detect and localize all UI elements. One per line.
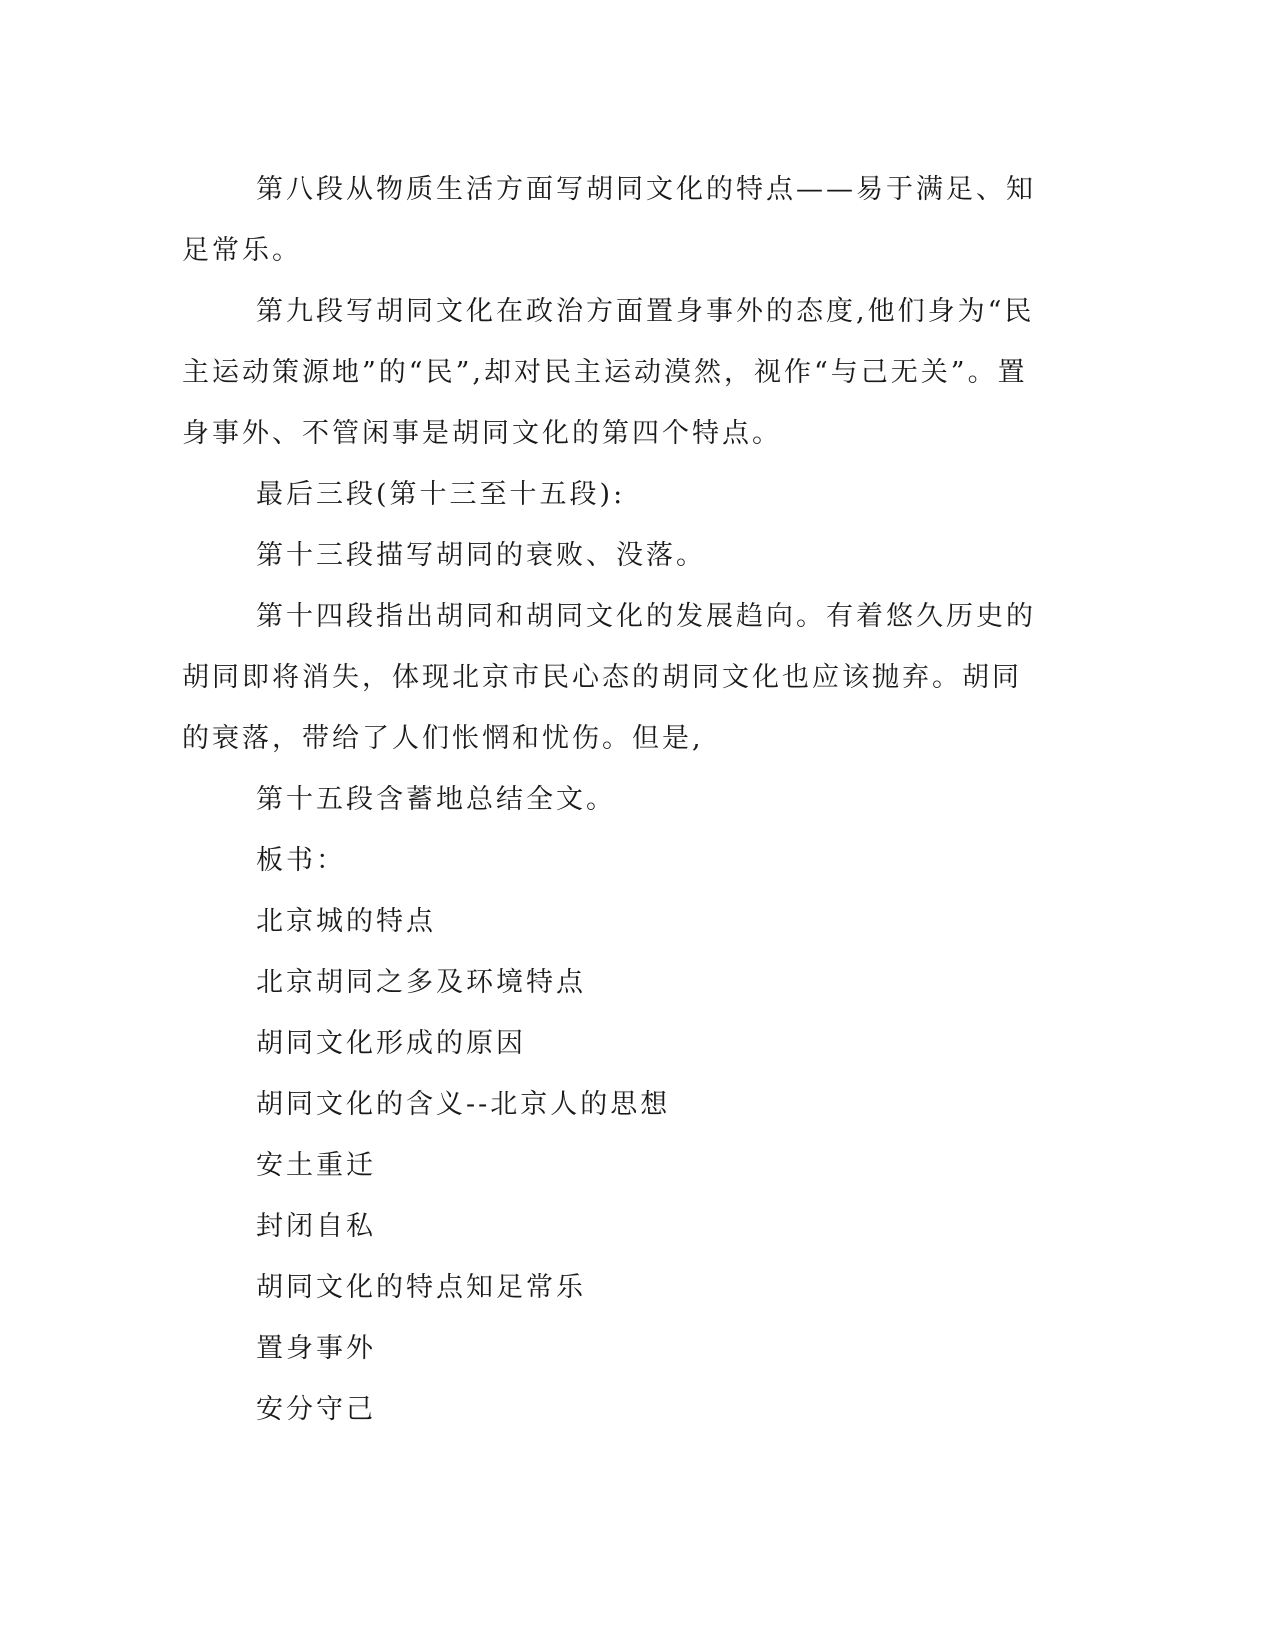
blackboard-item: 安分守己 bbox=[256, 1394, 376, 1425]
blackboard-item: 胡同文化形成的原因 bbox=[256, 1028, 526, 1059]
blackboard-item: 北京胡同之多及环境特点 bbox=[256, 967, 586, 998]
blackboard-heading: 板书： bbox=[256, 845, 346, 876]
paragraph-13th-section: 第十三段描写胡同的衰败、没落。 bbox=[256, 540, 706, 571]
blackboard-item: 封闭自私 bbox=[256, 1211, 376, 1242]
paragraph-last-three-heading: 最后三段(第十三至十五段): bbox=[256, 479, 626, 510]
document-body bbox=[182, 159, 1044, 1440]
blackboard-item: 北京城的特点 bbox=[256, 906, 436, 937]
paragraph-15th-section: 第十五段含蓄地总结全文。 bbox=[256, 784, 616, 815]
blackboard-item: 置身事外 bbox=[256, 1333, 376, 1364]
blackboard-item: 胡同文化的含义--北京人的思想 bbox=[256, 1089, 671, 1120]
blackboard-item: 安土重迁 bbox=[256, 1150, 376, 1181]
paragraph-14th-section: 第十四段指出胡同和胡同文化的发展趋向。有着悠久历史的胡同即将消失，体现北京市民心态的胡同文化也应该抛弃。胡同的衰落，带给了人们怅惘和忧伤。但是, bbox=[182, 601, 1036, 754]
paragraph-9th-section: 第九段写胡同文化在政治方面置身事外的态度,他们身为“民主运动策源地”的“民”,却对民主运动漠然，视作“与己无关”。置身事外、不管闲事是胡同文化的第四个特点。 bbox=[182, 296, 1035, 449]
blackboard-item: 胡同文化的特点知足常乐 bbox=[256, 1272, 586, 1303]
paragraph-8th-section: 第八段从物质生活方面写胡同文化的特点——易于满足、知足常乐。 bbox=[182, 174, 1036, 266]
